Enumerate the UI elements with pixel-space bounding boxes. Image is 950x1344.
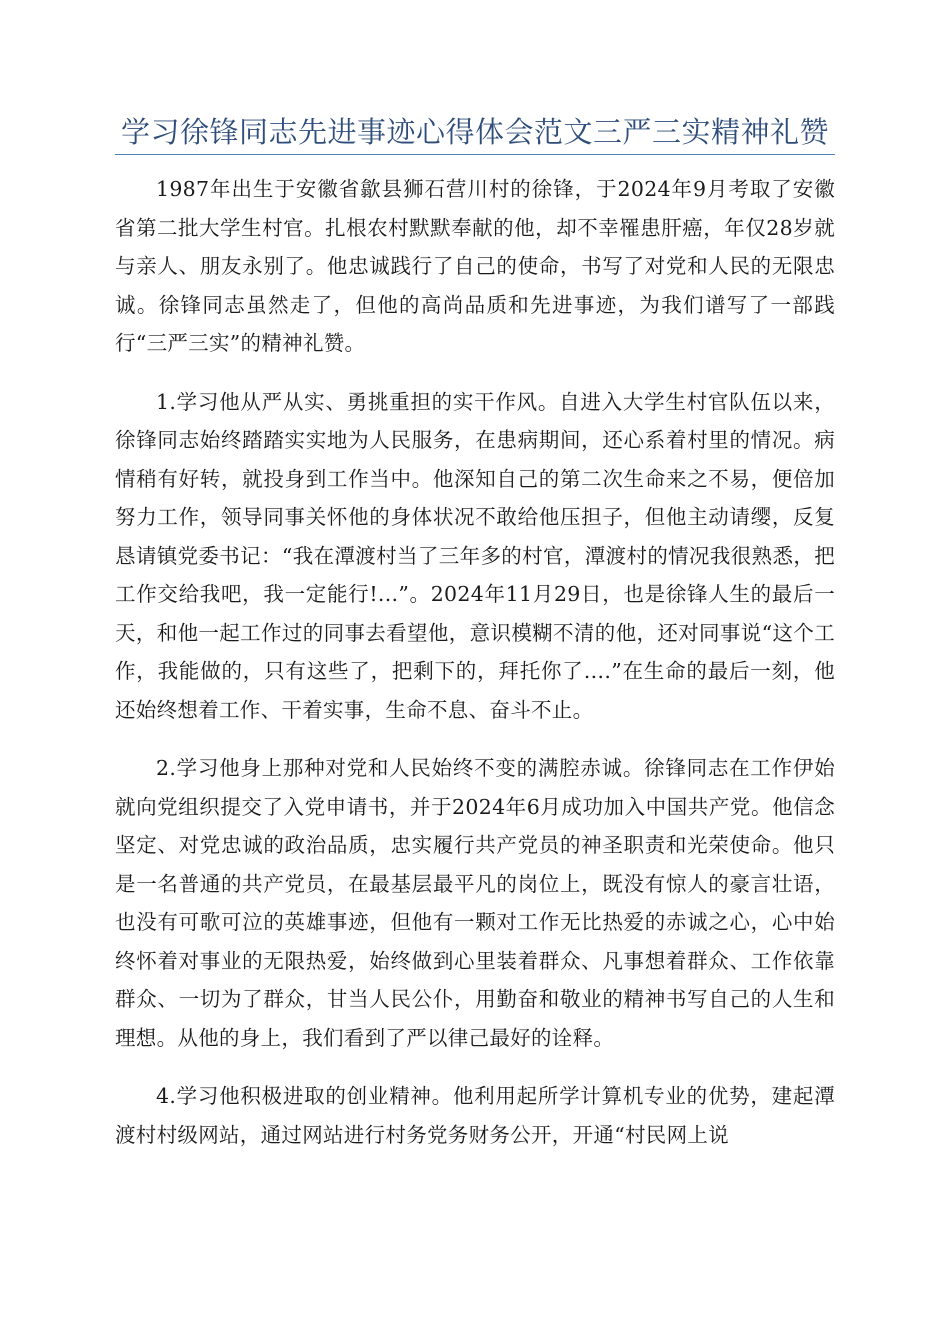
title-underline (115, 154, 835, 155)
paragraph-2: 2.学习他身上那种对党和人民始终不变的满腔赤诚。徐锋同志在工作伊始就向党组织提交了入党申请书，并于2024年6月成功加入中国共产党。他信念坚定、对党忠诚的政治品质，忠实履行共产党员的神圣职责和光荣使命。他只是一名普通的共产党员，在最基层最平凡的岗位上，既没有惊人的豪言壮语，也没有可歌可泣的英雄事迹，但他有一颗对工作无比热爱的赤诚之心，心中始终怀着对事业的无限热爱，始终做到心里装着群众、凡事想着群众、工作依靠群众、一切为了群众，甘当人民公仆，用勤奋和敬业的精神书写自己的人生和理想。从他的身上，我们看到了严以律己最好的诠释。 (115, 756, 835, 1050)
document-title: 学习徐锋同志先进事迹心得体会范文三严三实精神礼赞 (120, 115, 829, 149)
paragraph-intro: 1987年出生于安徽省歙县狮石营川村的徐锋，于2024年9月考取了安徽省第二批大学生村官。扎根农村默默奉献的他，却不幸罹患肝癌，年仅28岁就与亲人、朋友永别了。他忠诚践行了自己的使命，书写了对党和人民的无限忠诚。徐锋同志虽然走了，但他的高尚品质和先进事迹，为我们谱写了一部践行“三严三实”的精神礼赞。 (115, 177, 835, 355)
paragraph-4: 4.学习他积极进取的创业精神。他利用起所学计算机专业的优势，建起潭渡村村级网站，通过网站进行村务党务财务公开，开通“村民网上说 (115, 1084, 835, 1147)
document-body (115, 170, 835, 1174)
paragraph-1: 1.学习他从严从实、勇挑重担的实干作风。自进入大学生村官队伍以来，徐锋同志始终踏踏实实地为人民服务，在患病期间，还心系着村里的情况。病情稍有好转，就投身到工作当中。他深知自己的第二次生命来之不易，便倍加努力工作，领导同事关怀他的身体状况不敢给他压担子，但他主动请缨，反复恳请镇党委书记：“我在潭渡村当了三年多的村官，潭渡村的情况我很熟悉，把工作交给我吧，我一定能行!...”。2024年11月29日，也是徐锋人生的最后一天，和他一起工作过的同事去看望他，意识模糊不清的他，还对同事说“这个工作，我能做的，只有这些了，把剩下的，拜托你了….”在生命的最后一刻，他还始终想着工作、干着实事，生命不息、奋斗不止。 (115, 389, 835, 722)
